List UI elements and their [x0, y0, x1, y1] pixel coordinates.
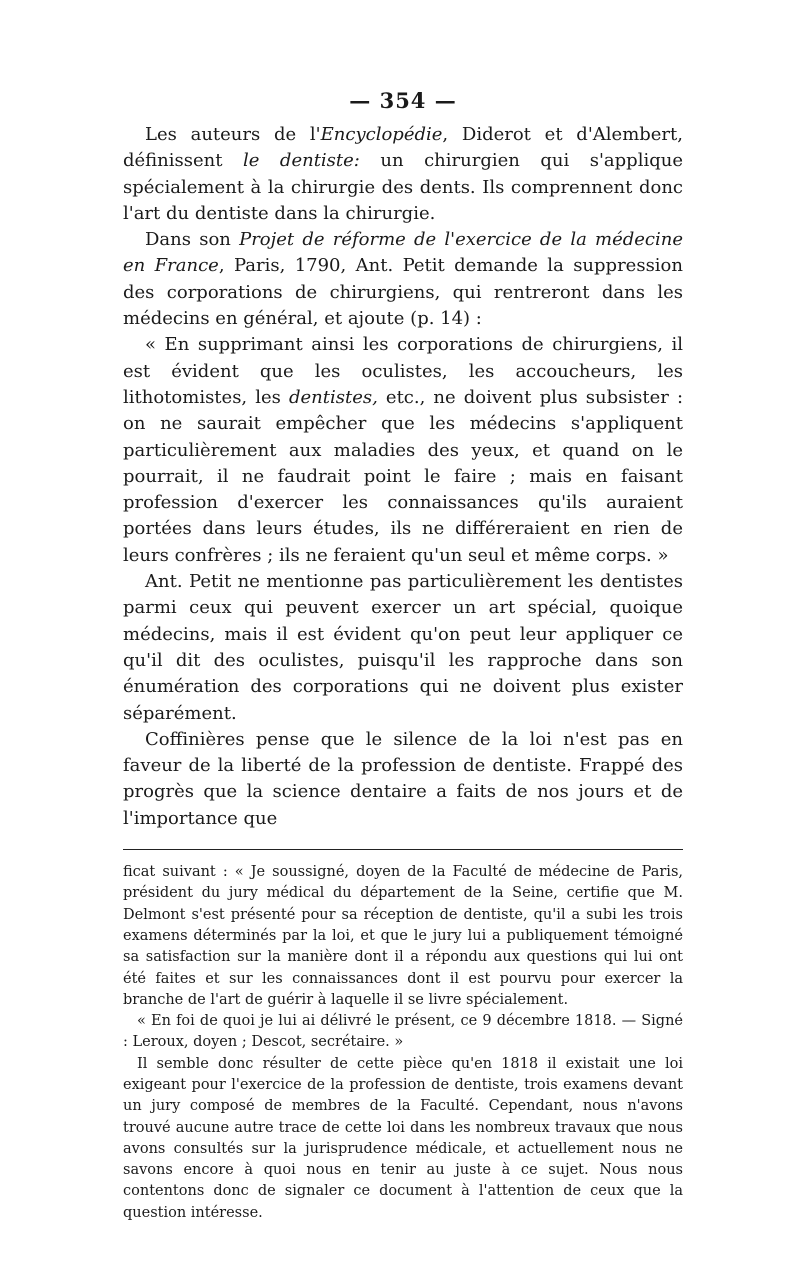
page-number: — 354 — — [349, 88, 457, 113]
paragraph-quotation — [123, 332, 683, 569]
p1-text-a: Les auteurs de l' — [145, 124, 321, 145]
footnote-divider — [123, 849, 683, 850]
main-text — [123, 122, 683, 832]
p3-term-dentistes: dentistes, — [288, 386, 378, 408]
paragraph-ant-petit: Ant. Petit ne mentionne pas particulièrement les dentistes parmi ceux qui peuvent exercer un art spécial, quoique médecins, mais il est évident qu'on peut leur appliquer ce qu'il dit des oculistes, puisqu'il les rapproche dans son énumération des corporations qui ne doivent plus exister séparément. — [123, 571, 683, 724]
p1-title-encyclopedie: Encyclopédie — [320, 124, 443, 145]
p2-text-c: , Paris, 1790, Ant. Petit demande la suppression des corporations de chirurgiens, qui rentreront dans les médecins en général, et ajoute (p. 14) : — [123, 255, 683, 330]
book-page — [123, 88, 683, 1224]
footnote-certificate: ficat suivant : « Je soussigné, doyen de la Faculté de médecine de Paris, président du jury médical du département de la Seine, certifie que M. Delmont s'est présenté pour sa réception de dentiste, qu'il a subi les trois examens déterminés par la loi, et que le jury lui a publiquement témoigné sa satisfaction sur la manière dont il a répondu aux questions qui lui ont été faites et sur les connaissances dont il est pourvu pour exercer la branche de l'art de guérir à laquelle il se livre spécialement. — [123, 864, 683, 1008]
p3-text-a: « En supprimant ainsi les corporations de chirurgiens, il est évident que les oculistes, les accoucheurs, les lithotomistes, les — [123, 334, 683, 408]
p2-title-projet: Projet de réforme de l'exercice de la médecine en France — [123, 229, 684, 277]
paragraph-projet-reforme — [123, 227, 683, 332]
p1-text-c: , Diderot et d'Alembert, définissent — [123, 124, 683, 172]
paragraph-coffinieres: Coffinières pense que le silence de la loi n'est pas en faveur de la liberté de la profession de dentiste. Frappé des progrès que la science dentaire a faits de nos jours et de l'importance que — [123, 728, 683, 829]
p1-text-e: un chirurgien qui s'applique spécialement à la chirurgie des dents. Ils comprennent donc l'art du dentiste dans la chirurgie. — [123, 150, 683, 224]
footnote-signature: « En foi de quoi je lui ai délivré le présent, ce 9 décembre 1818. — Signé : Leroux, doyen ; Descot, secrétaire. » — [123, 1013, 683, 1051]
p2-text-a: Dans son — [145, 229, 240, 251]
footnote-commentary: Il semble donc résulter de cette pièce qu'en 1818 il existait une loi exigeant pour l'exercice de la profession de dentiste, trois examens devant un jury composé de membres de la Faculté. Cependant, nous n'avons trouvé aucune autre trace de cette loi dans les nombreux travaux que nous avons consultés sur la jurisprudence médicale, et actuellement nous ne savons encore à quoi nous en tenir au juste à ce sujet. Nous nous contentons donc de signaler ce document à l'attention de ceux que la question intéresse. — [123, 1055, 683, 1221]
p1-term-dentiste: le dentiste: — [243, 150, 360, 172]
footnotes — [123, 862, 683, 1224]
paragraph-encyclopedie — [123, 122, 683, 227]
p3-text-c: etc., ne doivent plus subsister : on ne saurait empêcher que les médecins s'appliquent particulièrement aux maladies des yeux, et quand on le pourrait, il ne faudrait point le faire ; mais en faisant profession d'exercer les connaissances qu'ils auraient portées dans leurs études, ils ne différeraient en rien de leurs confrères ; ils ne feraient qu'un seul et même corps. » — [123, 386, 684, 566]
